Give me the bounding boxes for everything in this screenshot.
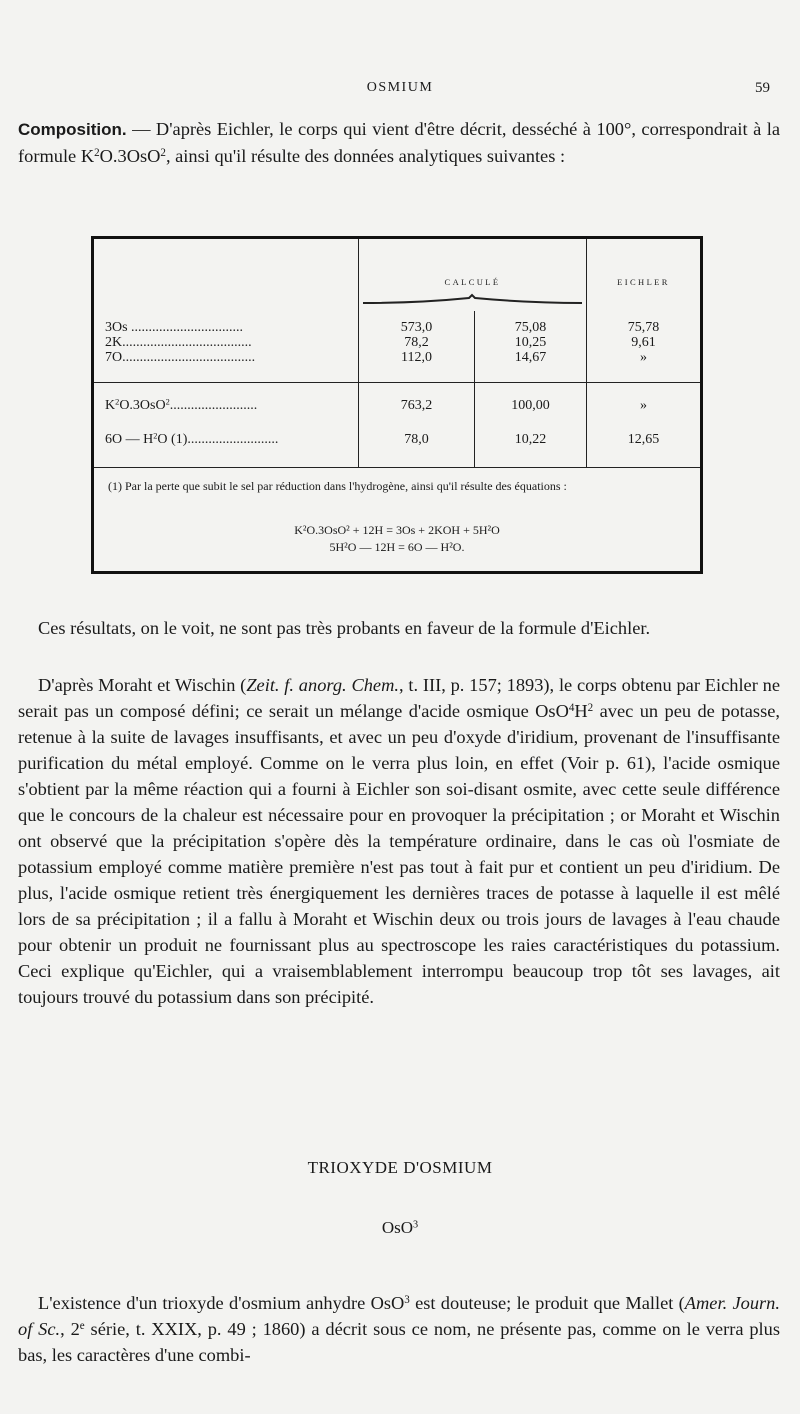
brace-icon bbox=[359, 289, 586, 309]
row-pct: 10,25 bbox=[514, 335, 547, 350]
loss-eichler: 12,65 bbox=[627, 432, 660, 447]
table-footnote: (1) Par la perte que subit le sel par réduction dans l'hydrogène, ainsi qu'il résulte des équations : bbox=[108, 479, 567, 493]
analysis-table bbox=[91, 236, 703, 574]
row-pct: 14,67 bbox=[514, 350, 547, 365]
paragraph-trioxyde: L'existence d'un trioxyde d'osmium anhydre OsO$^3$ est douteuse; le produit que Mallet (Amer. Journ. of Sc., 2e série, t. XXIX, p. 49 ; 1860) a décrit sous ce nom, ne présente pas, comme on le verra plus bas, les caractères d'une combi- bbox=[18, 1293, 781, 1365]
citation-amer: Amer. Journ. of Sc. bbox=[18, 1293, 780, 1339]
row-eichler: 9,61 bbox=[631, 335, 656, 350]
header-calcule: CALCULÉ bbox=[444, 277, 501, 287]
paragraph-moraht: D'après Moraht et Wischin (Zeit. f. anorg. Chem., t. III, p. 157; 1893), le corps obtenu par Eichler ne serait pas un composé défini; ce serait un mélange d'acide osmique $OsO^4H^2$ avec un peu de potasse, retenue à la suite de lavages insuffisants, et avec un peu d'oxyde d'iridium, provenant de l'insuffisante purification du métal employé. Comme on le verra plus loin, en effet (Voir p. 61), l'acide osmique s'obtient par la même réaction qui a fourni à Eichler son soi-disant osmite, avec cette seule différence que le concours de la chaleur est nécessaire pour en provoquer la précipitation ; or Moraht et Wischin ont observé que la précipitation s'opère dès la température ordinaire, dans le cas où l'osmiate de potassium employé comme matière première n'est pas tout à fait pur et contient un peu d'iridium. De plus, l'acide osmique retient très énergiquement les dernières traces de potasse à laquelle il est mêlé lors de sa précipitation ; il a fallu à Moraht et Wischin deux ou trois jours de lavages à l'eau chaude pour obtenir un produit ne fournissant plus au spectroscope les raies caractéristiques du potassium. Ceci explique qu'Eichler, qui a vraisemblablement interrompu beaucoup trop tôt ses lavages, ait toujours trouvé du potassium dans son précipité. bbox=[18, 675, 780, 1007]
row-pct: 75,08 bbox=[514, 320, 547, 335]
row-calc: 78,2 bbox=[404, 335, 429, 350]
total-pct: 100,00 bbox=[511, 398, 550, 413]
row-label: 7O...................................... bbox=[105, 350, 256, 365]
row-calc: 112,0 bbox=[401, 350, 432, 365]
paragraph-results: Ces résultats, on le voit, ne sont pas très probants en faveur de la formule d'Eichler. bbox=[38, 618, 651, 638]
row-calc: 573,0 bbox=[400, 320, 433, 335]
total-calc: 763,2 bbox=[400, 398, 433, 413]
running-title: OSMIUM bbox=[366, 80, 434, 95]
equation-2: 5H²O — 12H = 6O — H²O. bbox=[329, 540, 465, 554]
section-title: TRIOXYDE D'OSMIUM bbox=[307, 1158, 493, 1177]
running-header bbox=[0, 80, 800, 100]
loss-pct: 10,22 bbox=[514, 432, 547, 447]
header-eichler: EICHLER bbox=[617, 277, 670, 287]
table-divider bbox=[94, 467, 700, 468]
total-label: $K^2O.3OsO^2$......................... bbox=[105, 397, 258, 413]
citation-zeit: Zeit. f. anorg. Chem. bbox=[246, 675, 399, 695]
total-eichler: » bbox=[640, 398, 647, 413]
page-number: 59 bbox=[755, 80, 770, 96]
row-eichler: » bbox=[640, 350, 647, 365]
composition-paragraph: Composition. — D'après Eichler, le corps qui vient d'être décrit, desséché à 100°, correspondrait à la formule $K^2O.3OsO^2$, ainsi qu'il résulte des données analytiques suivantes : bbox=[18, 119, 780, 166]
composition-heading: Composition. bbox=[18, 120, 127, 139]
loss-label: 6O — $H^2O$ (1).......................... bbox=[105, 431, 279, 447]
equation-1: K²O.3OsO² + 12H = 3Os + 2KOH + 5H²O bbox=[294, 523, 500, 537]
loss-calc: 78,0 bbox=[404, 432, 429, 447]
row-label: 3Os ................................ bbox=[105, 320, 244, 335]
section-formula: OsO$^3$ bbox=[381, 1218, 419, 1237]
table-divider bbox=[94, 382, 700, 383]
row-eichler: 75,78 bbox=[627, 320, 660, 335]
row-label: 2K..................................... bbox=[105, 335, 252, 350]
